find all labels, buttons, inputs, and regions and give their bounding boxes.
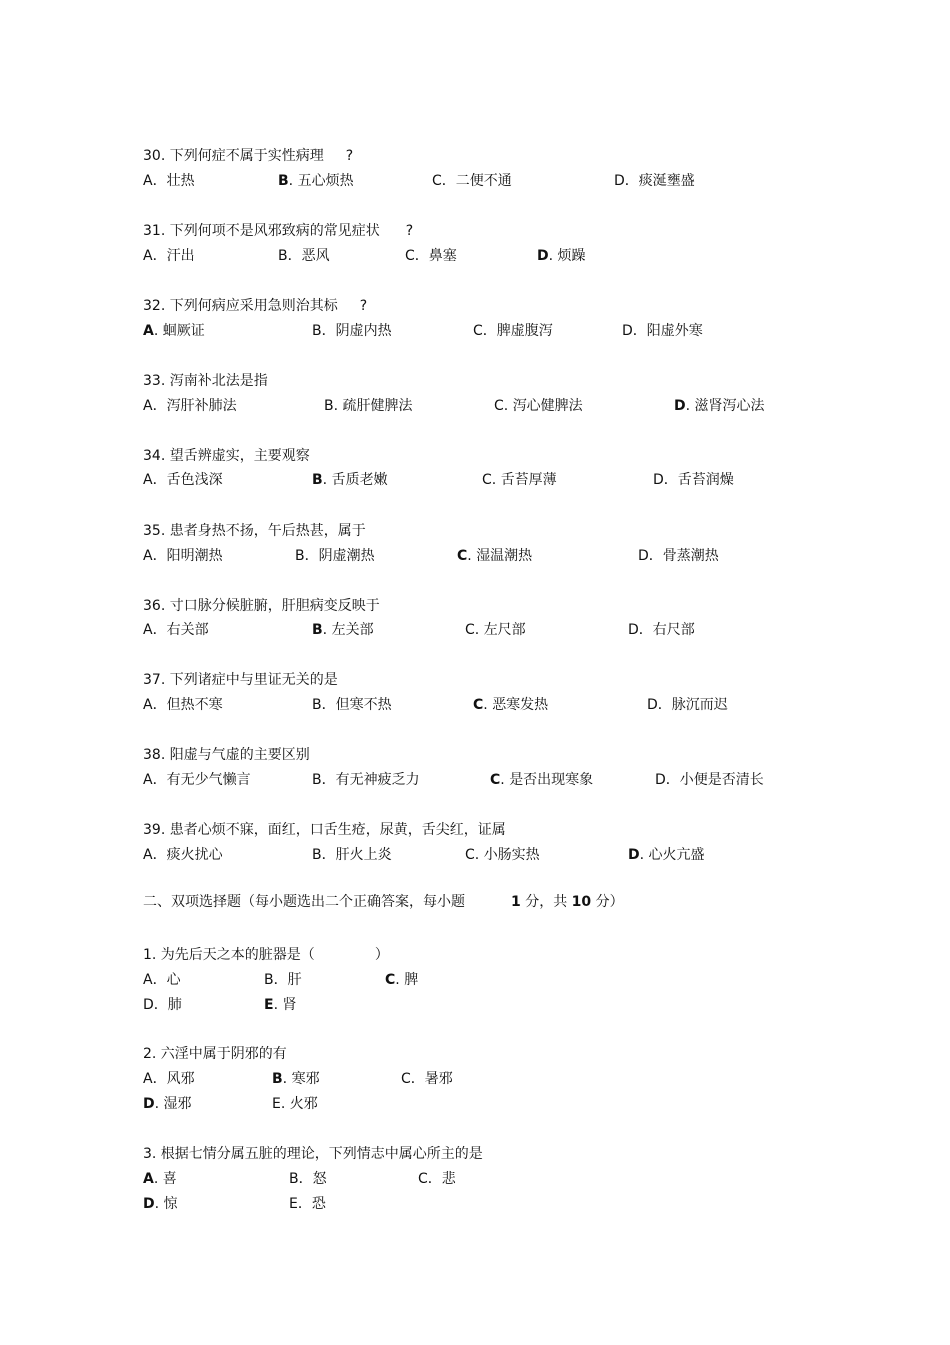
- option-a: A．有无少气懒言: [143, 772, 251, 788]
- question-2-1-stem: 1. 为先后天之本的脏器是（ ）: [143, 947, 389, 963]
- question-35-stem: 35. 患者身热不扬，午后热甚，属于: [143, 523, 366, 539]
- option-a: A．风邪: [143, 1071, 195, 1087]
- option-c: C. 左尺部: [465, 622, 526, 638]
- option-b: B. 寒邪: [272, 1071, 320, 1087]
- option-c: C．鼻塞: [405, 248, 457, 264]
- option-b: B．但寒不热: [312, 697, 392, 713]
- option-c: C. 湿温潮热: [457, 548, 533, 564]
- option-b: B. 五心烦热: [278, 173, 354, 189]
- question-32-stem: 32. 下列何病应采用急则治其标 ?: [143, 298, 368, 314]
- option-c: C. 恶寒发热: [473, 697, 549, 713]
- option-a: A．痰火扰心: [143, 847, 223, 863]
- option-b: B. 左关部: [312, 622, 374, 638]
- option-e: E．恐: [289, 1196, 326, 1212]
- option-d: D．小便是否清长: [655, 772, 764, 788]
- option-c: C．二便不通: [432, 173, 512, 189]
- question-36-stem: 36. 寸口脉分候脏腑，肝胆病变反映于: [143, 598, 380, 614]
- option-d: D．舌苔润燥: [653, 472, 734, 488]
- question-30-stem: 30. 下列何症不属于实性病理 ?: [143, 148, 354, 164]
- option-d: D．肺: [143, 997, 182, 1013]
- question-39-stem: 39. 患者心烦不寐，面红，口舌生疮，尿黄，舌尖红，证属: [143, 822, 506, 838]
- option-c: C．悲: [418, 1171, 456, 1187]
- question-34-stem: 34. 望舌辨虚实，主要观察: [143, 448, 310, 464]
- option-c: C. 舌苔厚薄: [482, 472, 557, 488]
- option-d: D. 惊: [143, 1196, 178, 1212]
- option-c: C．暑邪: [401, 1071, 453, 1087]
- option-b: B. 舌质老嫩: [312, 472, 388, 488]
- option-b: B．阴虚内热: [312, 323, 392, 339]
- option-e: E. 肾: [264, 997, 297, 1013]
- option-a: A. 喜: [143, 1171, 177, 1187]
- option-d: D．右尺部: [628, 622, 695, 638]
- option-d: D. 心火亢盛: [628, 847, 705, 863]
- option-a: A．阳明潮热: [143, 548, 223, 564]
- option-b: B．肝: [264, 972, 302, 988]
- option-c: C. 小肠实热: [465, 847, 540, 863]
- option-d: D. 滋肾泻心法: [674, 398, 765, 414]
- question-38-stem: 38. 阳虚与气虚的主要区别: [143, 747, 310, 763]
- option-d: D. 湿邪: [143, 1096, 192, 1112]
- option-a: A．心: [143, 972, 181, 988]
- question-37-stem: 37. 下列诸症中与里证无关的是: [143, 672, 338, 688]
- option-a: A．泻肝补肺法: [143, 398, 237, 414]
- question-31-stem: 31. 下列何项不是风邪致病的常见症状 ?: [143, 223, 414, 239]
- question-2-2-stem: 2. 六淫中属于阴邪的有: [143, 1046, 287, 1062]
- option-b: B．有无神疲乏力: [312, 772, 420, 788]
- option-a: A．右关部: [143, 622, 209, 638]
- option-d: D．脉沉而迟: [647, 697, 728, 713]
- option-a: A. 蛔厥证: [143, 323, 205, 339]
- option-a: A．汗出: [143, 248, 195, 264]
- section-heading: 二、双项选择题（每小题选出二个正确答案，每小题 1 分，共 10 分）: [143, 894, 624, 910]
- option-c: C. 是否出现寒象: [490, 772, 594, 788]
- option-c: C. 泻心健脾法: [494, 398, 583, 414]
- question-2-3-stem: 3. 根据七情分属五脏的理论，下列情志中属心所主的是: [143, 1146, 483, 1162]
- option-b: B．恶风: [278, 248, 330, 264]
- option-d: D．痰涎壅盛: [614, 173, 695, 189]
- option-a: A．壮热: [143, 173, 195, 189]
- option-b: B．怒: [289, 1171, 327, 1187]
- option-b: B. 疏肝健脾法: [324, 398, 413, 414]
- question-33-stem: 33. 泻南补北法是指: [143, 373, 268, 389]
- option-d: D. 烦躁: [537, 248, 586, 264]
- option-a: A．但热不寒: [143, 697, 223, 713]
- option-d: D．阳虚外寒: [622, 323, 703, 339]
- option-d: D．骨蒸潮热: [638, 548, 719, 564]
- option-c: C. 脾: [385, 972, 419, 988]
- option-b: B．肝火上炎: [312, 847, 392, 863]
- option-e: E. 火邪: [272, 1096, 318, 1112]
- option-b: B．阴虚潮热: [295, 548, 375, 564]
- option-a: A．舌色浅深: [143, 472, 223, 488]
- option-c: C．脾虚腹泻: [473, 323, 553, 339]
